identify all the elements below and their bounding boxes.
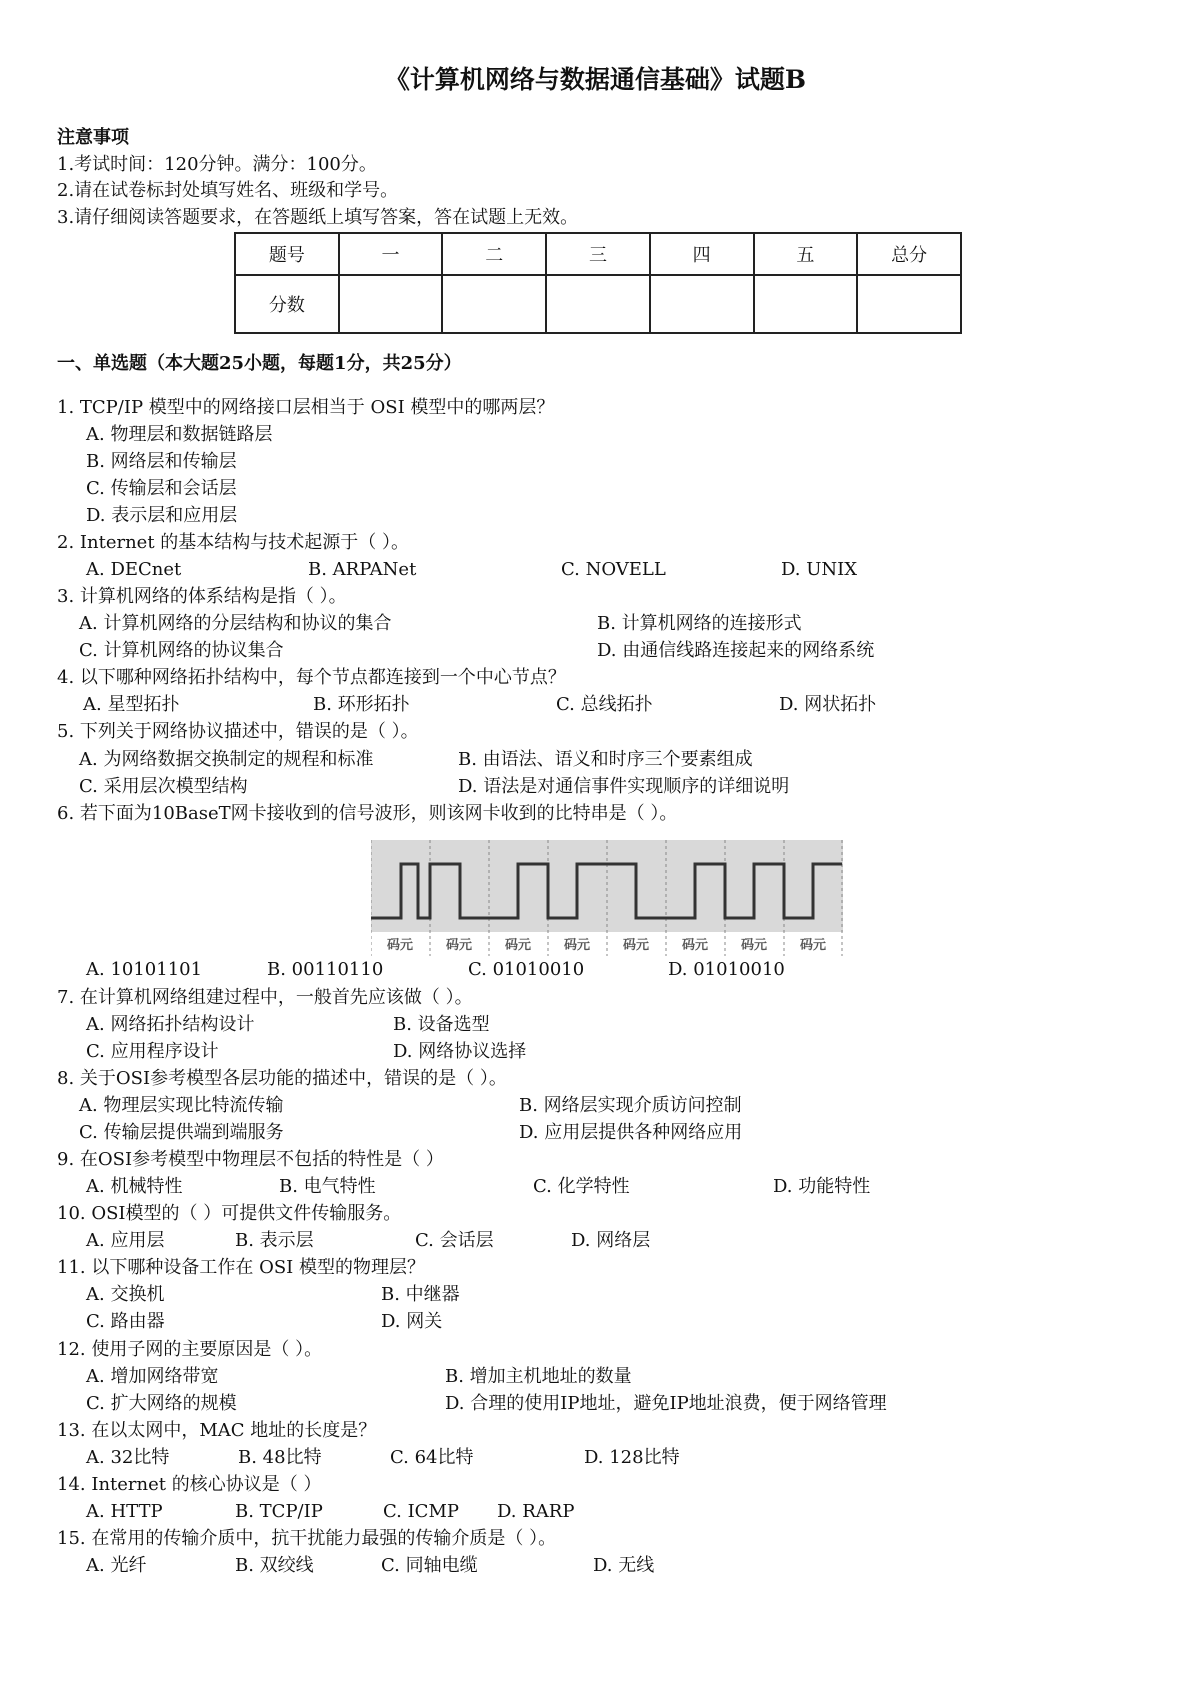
question-option: C. 化学特性	[533, 1176, 630, 1197]
symbol-label: 码元	[504, 938, 532, 953]
question-option: C. 同轴电缆	[381, 1555, 478, 1576]
score-cell	[754, 275, 858, 333]
question-option: D. 无线	[593, 1555, 655, 1576]
question-option: B. TCP/IP	[235, 1501, 323, 1522]
question-option: D. 网状拓扑	[779, 694, 877, 715]
question-option: D. RARP	[497, 1501, 575, 1522]
table-header-cell: 二	[442, 233, 546, 275]
question-option: C. 传输层和会话层	[86, 478, 237, 499]
question-option: A. 32比特	[86, 1447, 170, 1468]
question-option: D. 网络层	[571, 1230, 651, 1251]
symbol-label: 码元	[740, 938, 768, 953]
score-cell	[546, 275, 650, 333]
table-header-cell: 一	[339, 233, 443, 275]
symbol-label: 码元	[622, 938, 650, 953]
table-header-cell: 三	[546, 233, 650, 275]
question-option: C. 采用层次模型结构	[79, 776, 248, 797]
question-option: D. 网络协议选择	[393, 1041, 527, 1062]
question-option: D. 合理的使用IP地址，避免IP地址浪费，便于网络管理	[445, 1393, 887, 1414]
question-option: B. ARPANet	[308, 559, 417, 580]
notes-heading: 注意事项	[57, 127, 129, 148]
question-option: B. 双绞线	[235, 1555, 314, 1576]
question-option: D. 功能特性	[773, 1176, 871, 1197]
symbol-label: 码元	[386, 938, 414, 953]
score-cell	[339, 275, 443, 333]
question-option: A. 应用层	[86, 1230, 165, 1251]
question-stem: 8. 关于OSI参考模型各层功能的描述中，错误的是（ ）。	[57, 1068, 507, 1089]
table-header-cell: 五	[754, 233, 858, 275]
question-option: A. 光纤	[86, 1555, 147, 1576]
question-option: D. 由通信线路连接起来的网络系统	[597, 640, 875, 661]
question-option: C. 会话层	[415, 1230, 494, 1251]
question-stem: 11. 以下哪种设备工作在 OSI 模型的物理层？	[57, 1257, 425, 1278]
question-option: C. 路由器	[86, 1311, 165, 1332]
question-stem: 4. 以下哪种网络拓扑结构中，每个节点都连接到一个中心节点？	[57, 667, 566, 688]
question-option: D. 应用层提供各种网络应用	[519, 1122, 743, 1143]
question-option: A. 交换机	[86, 1284, 165, 1305]
question-option: A. 增加网络带宽	[86, 1366, 219, 1387]
question-option: D. 01010010	[668, 959, 785, 980]
question-option: B. 电气特性	[279, 1176, 376, 1197]
question-stem: 3. 计算机网络的体系结构是指（ ）。	[57, 586, 347, 607]
question-option: C. 计算机网络的协议集合	[79, 640, 284, 661]
signal-waveform-figure	[371, 840, 843, 956]
page-title: 《计算机网络与数据通信基础》试题B	[384, 65, 807, 94]
question-option: D. UNIX	[781, 559, 858, 580]
symbol-label: 码元	[563, 938, 591, 953]
question-stem: 12. 使用子网的主要原因是（ ）。	[57, 1339, 323, 1360]
question-option: B. 48比特	[238, 1447, 322, 1468]
question-option: A. 为网络数据交换制定的规程和标准	[79, 749, 374, 770]
symbol-label: 码元	[799, 938, 827, 953]
question-option: D. 网关	[381, 1311, 443, 1332]
question-option: C. 01010010	[468, 959, 585, 980]
note-item: 3.请仔细阅读答题要求，在答题纸上填写答案，答在试题上无效。	[57, 207, 579, 228]
question-option: B. 环形拓扑	[313, 694, 410, 715]
question-option: A. 物理层和数据链路层	[86, 424, 273, 445]
score-cell	[857, 275, 961, 333]
question-option: C. 总线拓扑	[556, 694, 653, 715]
question-option: A. 计算机网络的分层结构和协议的集合	[79, 613, 392, 634]
question-option: B. 由语法、语义和时序三个要素组成	[458, 749, 753, 770]
symbol-label: 码元	[445, 938, 473, 953]
question-option: B. 增加主机地址的数量	[445, 1366, 632, 1387]
question-stem: 7. 在计算机网络组建过程中，一般首先应该做（ ）。	[57, 987, 473, 1008]
question-option: A. HTTP	[86, 1501, 163, 1522]
question-option: C. ICMP	[383, 1501, 459, 1522]
question-option: A. 机械特性	[86, 1176, 183, 1197]
note-item: 1.考试时间：120分钟。满分：100分。	[57, 154, 377, 175]
question-option: A. 星型拓扑	[83, 694, 180, 715]
table-header-cell: 题号	[235, 233, 339, 275]
question-option: C. 应用程序设计	[86, 1041, 219, 1062]
question-option: D. 语法是对通信事件实现顺序的详细说明	[458, 776, 790, 797]
section-title: 一、单选题（本大题25小题，每题1分，共25分）	[57, 353, 462, 374]
question-option: A. DECnet	[86, 559, 182, 580]
table-row-label: 分数	[235, 275, 339, 333]
score-cell	[650, 275, 754, 333]
question-stem: 5. 下列关于网络协议描述中，错误的是（ ）。	[57, 721, 419, 742]
score-table	[234, 232, 962, 334]
question-option: B. 计算机网络的连接形式	[597, 613, 802, 634]
question-option: B. 00110110	[267, 959, 384, 980]
question-option: C. 扩大网络的规模	[86, 1393, 237, 1414]
symbol-label: 码元	[681, 938, 709, 953]
question-stem: 14. Internet 的核心协议是（ ）	[57, 1474, 322, 1495]
question-option: B. 中继器	[381, 1284, 460, 1305]
note-item: 2.请在试卷标封处填写姓名、班级和学号。	[57, 180, 399, 201]
question-option: A. 物理层实现比特流传输	[79, 1095, 284, 1116]
question-stem: 13. 在以太网中，MAC 地址的长度是？	[57, 1420, 377, 1441]
question-option: B. 网络层实现介质访问控制	[519, 1095, 742, 1116]
question-stem: 6. 若下面为10BaseT网卡接收到的信号波形，则该网卡收到的比特串是（ ）。	[57, 803, 678, 824]
table-header-cell: 总分	[857, 233, 961, 275]
question-stem: 9. 在OSI参考模型中物理层不包括的特性是（ ）	[57, 1149, 444, 1170]
question-option: A. 10101101	[86, 959, 203, 980]
question-option: B. 网络层和传输层	[86, 451, 237, 472]
score-cell	[442, 275, 546, 333]
table-header-cell: 四	[650, 233, 754, 275]
question-option: B. 设备选型	[393, 1014, 490, 1035]
question-option: C. 64比特	[390, 1447, 474, 1468]
question-option: D. 128比特	[584, 1447, 680, 1468]
question-option: D. 表示层和应用层	[86, 505, 238, 526]
question-stem: 10. OSI模型的（ ）可提供文件传输服务。	[57, 1203, 402, 1224]
question-option: B. 表示层	[235, 1230, 314, 1251]
question-option: C. 传输层提供端到端服务	[79, 1122, 284, 1143]
question-stem: 15. 在常用的传输介质中，抗干扰能力最强的传输介质是（ ）。	[57, 1528, 557, 1549]
question-option: C. NOVELL	[561, 559, 666, 580]
question-stem: 1. TCP/IP 模型中的网络接口层相当于 OSI 模型中的哪两层？	[57, 397, 555, 418]
question-stem: 2. Internet 的基本结构与技术起源于（ ）。	[57, 532, 410, 553]
question-option: A. 网络拓扑结构设计	[86, 1014, 255, 1035]
